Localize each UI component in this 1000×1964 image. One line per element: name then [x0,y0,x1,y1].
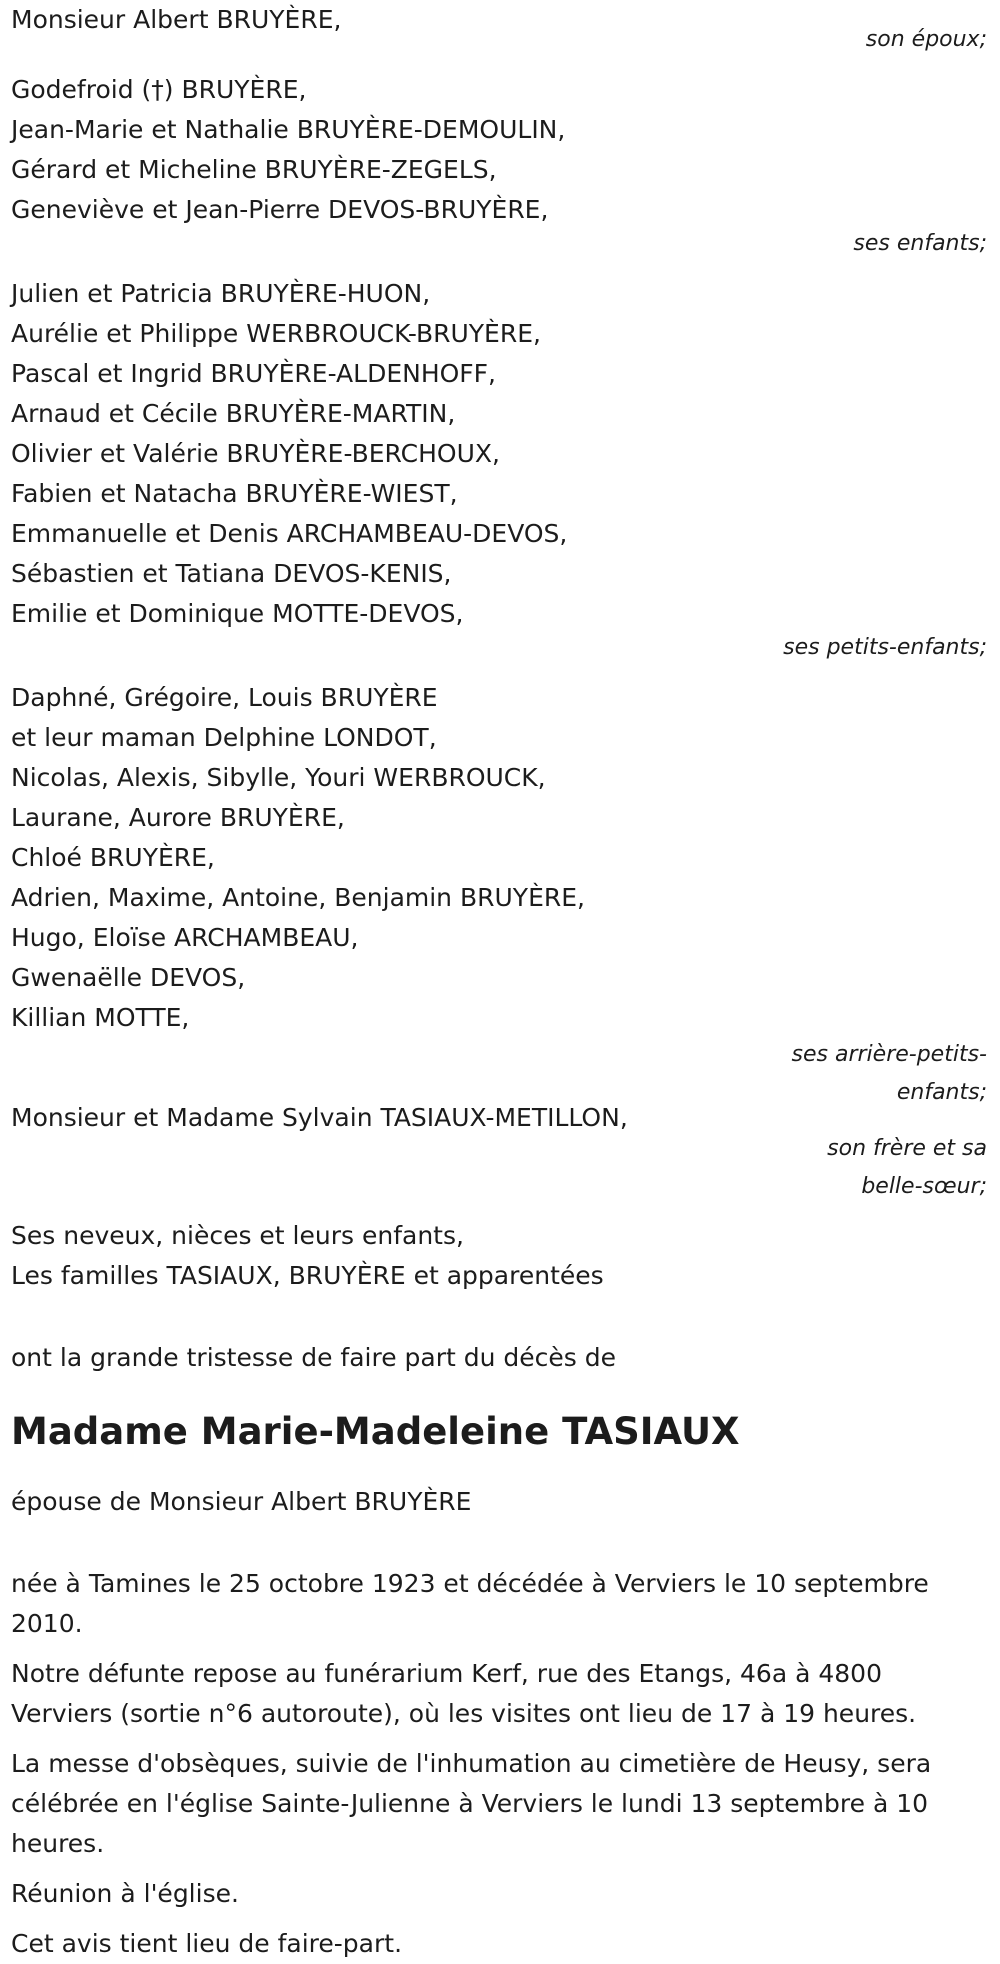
group-children [11,70,989,264]
mourner-name: Fabien et Natacha BRUYÈRE-WIEST, [11,479,458,508]
birth-death-paragraph: née à Tamines le 25 octobre 1923 et décédée à Verviers le 10 septembre 2010. [11,1569,929,1638]
mourner-name: Geneviève et Jean-Pierre DEVOS-BRUYÈRE, [11,195,549,224]
mourner-name: Aurélie et Philippe WERBROUCK-BRUYÈRE, [11,319,541,348]
relation-label: ses petits-enfants; [783,635,987,660]
funeral-mass-paragraph: La messe d'obsèques, suivie de l'inhumation au cimetière de Heusy, sera célébrée en l'église Sainte-Julienne à Verviers le lundi 13 septembre à 10 heures. [11,1749,932,1858]
mourner-name: Sébastien et Tatiana DEVOS-KENIS, [11,559,452,588]
group-great-grandchildren [11,678,989,1112]
mourner-name: Monsieur Albert BRUYÈRE, [11,5,342,34]
mourner-name: Godefroid (†) BRUYÈRE, [11,75,307,104]
mourner-name: Gérard et Micheline BRUYÈRE-ZEGELS, [11,155,497,184]
funerarium-paragraph: Notre défunte repose au funérarium Kerf, rue des Etangs, 46a à 4800 Verviers (sortie n°6 autoroute), où les visites ont lieu de 17 à 19 heures. [11,1659,917,1728]
mourner-name: Adrien, Maxime, Antoine, Benjamin BRUYÈRE, [11,883,585,912]
group-siblings [11,1098,989,1206]
mourner-name: Monsieur et Madame Sylvain TASIAUX-METILLON, [11,1103,628,1132]
mourner-name: Chloé BRUYÈRE, [11,843,215,872]
mourner-name: Arnaud et Cécile BRUYÈRE-MARTIN, [11,399,456,428]
notice-paragraph: Cet avis tient lieu de faire-part. [11,1929,403,1958]
relation-label: ses enfants; [853,231,987,256]
mourner-name: Julien et Patricia BRUYÈRE-HUON, [11,279,431,308]
relation-label: son époux; [865,27,987,52]
mourner-name: Hugo, Eloïse ARCHAMBEAU, [11,923,359,952]
mourner-name: Killian MOTTE, [11,1003,190,1032]
mourner-name: Jean-Marie et Nathalie BRUYÈRE-DEMOULIN, [11,115,566,144]
deceased-name: Madame Marie-Madeleine TASIAUX [11,1410,740,1453]
meeting-paragraph: Réunion à l'église. [11,1879,239,1908]
relation-label: son frère et sa [827,1136,987,1161]
spouse-line: épouse de Monsieur Albert BRUYÈRE [11,1487,472,1516]
announcement-text: ont la grande tristesse de faire part du décès de [11,1343,617,1372]
relation-label: enfants; [896,1080,987,1105]
relation-label: ses arrière-petits- [791,1042,987,1067]
group-spouse [11,0,989,60]
mourner-name: Daphné, Grégoire, Louis BRUYÈRE [11,683,438,712]
family-line: Les familles TASIAUX, BRUYÈRE et apparentées [11,1261,604,1290]
mourner-name: Laurane, Aurore BRUYÈRE, [11,803,345,832]
mourner-name: Emilie et Dominique MOTTE-DEVOS, [11,599,464,628]
relation-label: belle-sœur; [861,1174,987,1199]
mourner-name: Pascal et Ingrid BRUYÈRE-ALDENHOFF, [11,359,496,388]
mourner-name: Olivier et Valérie BRUYÈRE-BERCHOUX, [11,439,500,468]
group-grandchildren [11,274,989,668]
group-extended-family [11,1216,989,1296]
mourner-name: Nicolas, Alexis, Sibylle, Youri WERBROUCK, [11,763,546,792]
family-line: Ses neveux, nièces et leurs enfants, [11,1221,464,1250]
mourner-name: et leur maman Delphine LONDOT, [11,723,437,752]
mourner-name: Gwenaëlle DEVOS, [11,963,246,992]
mourner-name: Emmanuelle et Denis ARCHAMBEAU-DEVOS, [11,519,568,548]
